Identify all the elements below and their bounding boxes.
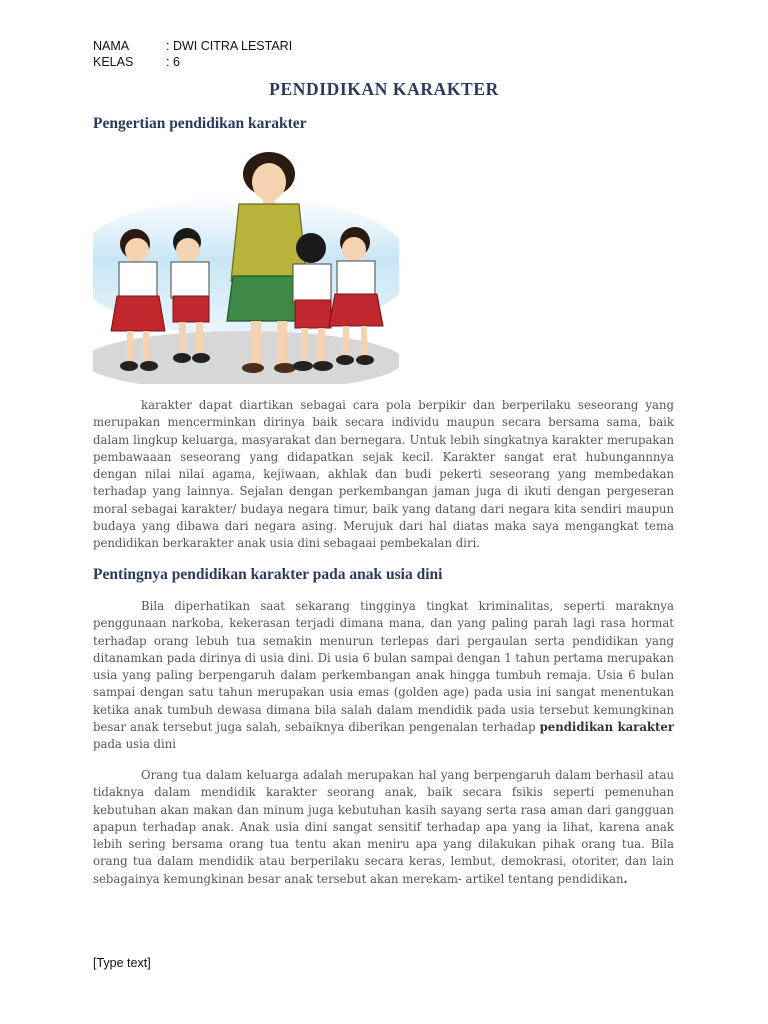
student-info [93,38,292,70]
paragraph-text: Bila diperhatikan saat sekarang tingginya tingkat kriminalitas, seperti maraknya penggunaan narkoba, kekerasan terjadi dimana mana, dan yang paling parah lagi rasa hormat terhadap orang lebuh tua semakin menurun terlepas dari pergaulan serta pendidikan yang ditanamkan pada dirinya di usia dini. Di usia 6 bulan sampai dengan 1 tahun pertama merupakan usia yang paling berpengaruh dalam perkembangan anak hingga tumbuh remaja. Usia 6 bulan sampai dengan satu tahun merupakan usia emas (golden age) pada usia ini sangat menentukan ketika anak tumbuh dewasa dimana bila salah dalam mendidik pada usia tersebut kemungkinan besar anak tersebut juga salah, sebaiknya diberikan pengenalan terhadap [93,599,674,735]
paragraph-end: . [623,871,628,886]
section2-heading: Pentingnya pendidikan karakter pada anak usia dini [93,566,443,583]
section2-paragraph-2 [93,767,674,888]
document-title: PENDIDIKAN KARAKTER [269,79,499,99]
footer-placeholder[interactable]: [Type text] [93,956,151,970]
section1-paragraph: karakter dapat diartikan sebagai cara pola berpikir dan berperilaku seseorang yang merupakan mencerminkan dirinya baik secara individu maupun secara bersama sama, baik dalam lingkup keluarga, masyarakat dan bernegara. Untuk lebih singkatnya karakter merupakan pembawaaan seseorang yang didapatkan sejak kecil. Karakter sangat erat hubungannnya dengan nilai nilai agama, kejiwaan, akhlak dan budi pekerti seseorang yang membedakan terhadap yang lainnya. Sejalan dengan perkembangan jaman juga di ikuti dengan pergeseran moral sebagai karakter/ budaya negara timur, baik yang datang dari negara kita sendiri maupun budaya yang dibawa dari negara asing. Merujuk dari hal diatas maka saya mengangkat tema pendidikan berkarakter anak usia dini sebagaai pembekalan diri. [93,398,674,551]
nama-row [93,38,292,54]
kelas-row [93,54,292,70]
teacher-children-illustration [93,146,399,384]
nama-label: NAMA [93,39,130,53]
nama-value: : DWI CITRA LESTARI [166,39,293,53]
kelas-value: : 6 [166,55,180,69]
paragraph-text: pada usia dini [93,737,177,752]
paragraph-text: Orang tua dalam keluarga adalah merupakan hal yang berpengaruh dalam berhasil atau tidaknya dalam mendidik karakter seorang anak, baik secara fsikis seperti pemenuhan kebutuhan akan makan dan minum juga kebutuhan kasih sayang serta rasa aman dari gangguan apapun terhadap anak. Anak usia dini sangat sensitif terhadap apa yang ia lihat, karena anak lebih sering bersama orang tua tentu akan meniru apa yang dilakukan pihak orang tua. Bila orang tua dalam mendidik atau berperilaku secara keras, lembut, demokrasi, otoriter, dan lain sebagainya kemungkinan besar anak tersebut akan merekam- artikel tentang pendidikan [93,768,674,886]
section1-heading: Pengertian pendidikan karakter [93,115,307,132]
bold-term: pendidikan karakter [539,720,675,735]
kelas-label: KELAS [93,55,134,69]
section2-paragraph-1 [93,598,674,754]
